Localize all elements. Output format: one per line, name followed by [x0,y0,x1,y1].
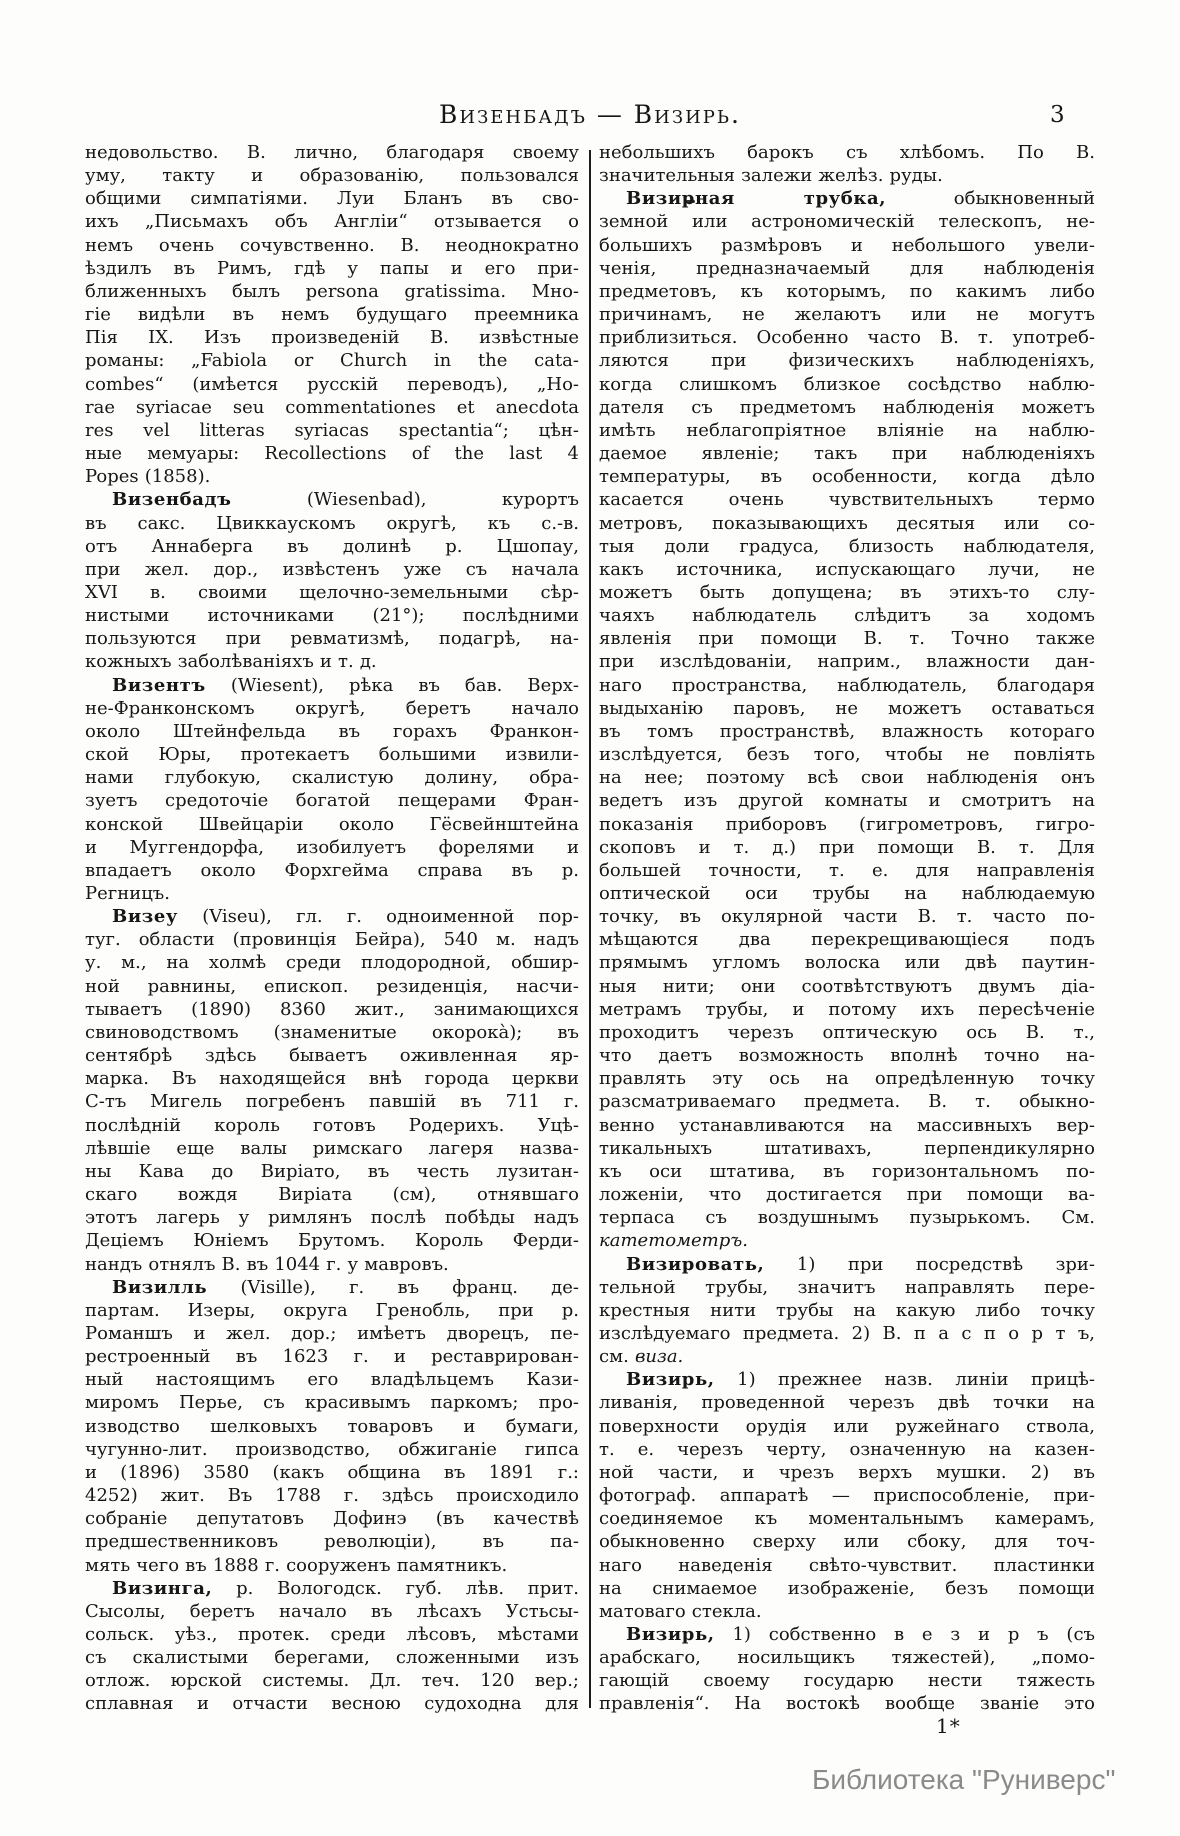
text-line: уму, такту и образованію, пользовался [85,165,579,187]
text-line: причинамъ, не желаютъ или не могутъ [599,304,1095,326]
text-line: касается очень чувствительныхъ термо [599,489,1095,511]
text-line [599,187,1095,210]
text-line: Деціемъ Юніемъ Брутомъ. Король Ферди- [85,1230,579,1252]
italic-reference: катетометръ. [599,1230,748,1252]
text-line: общими симпатіями. Луи Бланъ въ сво- [85,188,579,210]
text-line: лѣвшіе еще валы римскаго лагеря назва- [85,1137,579,1159]
text-line: рестроенный въ 1623 г. и реставрирован- [85,1346,579,1368]
text-line: большихъ размѣровъ и небольшого увели- [599,234,1095,256]
text-line: у. м., на холмѣ среди плодородной, обшир- [85,952,579,974]
text-line: наго наведенія свѣто-чувствит. пластинки [599,1554,1095,1576]
running-head-title: Визенбадъ — Визирь. [439,100,741,129]
text-line: когда слишкомъ близкое сосѣдство наблю- [599,373,1095,395]
text-line: гіе видѣли въ немъ будущаго преемника [85,304,579,326]
text-run: нандъ отнялъ В. въ 1044 г. у мавровъ. [85,1253,449,1275]
text-line: можетъ быть допущена; въ этихъ-то слу- [599,581,1095,603]
text-line [85,1577,579,1600]
text-line: скоповъ и т. д.) при помощи В. т. Для [599,836,1095,858]
text-line: ихъ „Письмахъ объ Англіи“ отзывается о [85,211,579,233]
text-run: мять чего въ 1888 г. сооруженъ памятникъ. [85,1554,508,1576]
text-run: (Wiesenbad), курортъ [231,489,579,511]
text-line: ченія, предназначаемый для наблюденія [599,257,1095,279]
text-line: на снимаемое изображеніе, безъ помощи [599,1577,1095,1599]
text-line: что даетъ возможность вполнѣ точно на- [599,1045,1095,1067]
text-line: Романшъ и жел. дор.; имѣетъ дворецъ, пе- [85,1322,579,1344]
text-line [599,164,1095,187]
text-line [599,1368,1095,1391]
text-line: ложеніи, что достигается при помощи ва- [599,1184,1095,1206]
text-line [599,1345,1095,1368]
text-run: (Wiesent), рѣка въ бав. Верх- [205,674,579,696]
text-run: Popes (1858). [85,466,211,488]
text-line: послѣдній король готовъ Родерихъ. Уцѣ- [85,1114,579,1136]
text-line: какъ источника, испускающаго лучи, не [599,558,1095,580]
text-line: крестныя нити трубы на какую либо точку [599,1299,1095,1321]
text-line: С-тъ Мигель погребенъ павшій въ 711 г. [85,1091,579,1113]
text-line: романы: „Fabiola or Church in the cata- [85,350,579,372]
entry-headword: Визирь, [626,1624,715,1645]
text-line: собраніе депутатовъ Дофинэ (въ качествѣ [85,1508,579,1530]
text-line: мѣщаются два перекрещивающіеся подъ [599,929,1095,951]
text-line: сплавная и отчасти весною судоходна для [85,1693,579,1715]
text-line: фотограф. аппаратѣ — приспособленіе, при- [599,1485,1095,1507]
text-line: 4252) жит. Въ 1788 г. здѣсь происходило [85,1485,579,1507]
text-line: ляются при физическихъ наблюденіяхъ, [599,350,1095,372]
text-run: Регницъ. [85,883,170,904]
text-line [85,905,579,928]
text-line: ные мемуары: Recollections of the last 4 [85,443,579,465]
text-line [599,1600,1095,1623]
text-run: (Visille), г. въ франц. де- [207,1276,579,1298]
entry-headword: Визирная трубка, [626,188,887,210]
text-run: кожныхъ заболѣваніяхъ и т. д. [85,651,377,673]
text-line: терпаса съ воздушнымъ пузырькомъ. См. [599,1207,1095,1229]
text-line: около Штейнфельда въ горахъ Франкон- [85,720,579,742]
text-line: т. е. черезъ черту, означенную на казен- [599,1438,1095,1460]
text-run: 1) собственно в е з и р ъ (съ [714,1624,1095,1645]
entry-headword: Визеу [112,906,179,928]
text-line [85,1276,579,1299]
text-line: прямымъ угломъ волоска или двѣ паутин- [599,952,1095,974]
text-line: combes“ (имѣется русскій переводъ), „Ho- [85,373,579,395]
text-line: даемое явленіе; такъ при наблюденіяхъ [599,443,1095,465]
text-line: скаго вождя Виріата (см), отнявшаго [85,1184,579,1206]
text-line: венно устанавливаются на массивныхъ вер- [599,1114,1095,1136]
text-line: тикальныхъ штативахъ, перпендикулярно [599,1137,1095,1159]
text-line: изводство шелковыхъ товаровъ и бумаги, [85,1415,579,1437]
text-line: ской Юры, протекаетъ большими извили- [85,744,579,766]
text-line: ближенныхъ былъ persona gratissima. Мно- [85,280,579,302]
text-line [85,465,579,488]
text-line: ведетъ изъ другой комнаты и смотритъ на [599,790,1095,812]
text-line: при изслѣдованіи, наприм., влажности дан- [599,651,1095,673]
text-line: ливанія, проведенной черезъ двѣ точки на [599,1392,1095,1414]
text-line: XVI в. своими щелочно-земельными сѣр- [85,581,579,603]
text-line: миромъ Перье, съ красивымъ паркомъ; про- [85,1392,579,1414]
text-line: изслѣдуется, безъ того, чтобы не повліять [599,744,1095,766]
text-line [599,1229,1095,1252]
text-line: отъ Аннаберга въ долинѣ р. Цшопау, [85,535,579,557]
text-line: отлож. юрской системы. Дл. теч. 120 вер.; [85,1670,579,1692]
text-line: при жел. дор., извѣстенъ уже съ начала [85,558,579,580]
text-line: rae syriacae seu commentationes et anecdota [85,396,579,418]
italic-reference: виза. [634,1346,684,1368]
text-line: предшественниковъ революціи), въ па- [85,1531,579,1553]
signature-mark: 1* [936,1714,961,1738]
text-line: къ оси штатива, въ горизонтальномъ по- [599,1160,1095,1182]
text-line: показанія приборовъ (гигрометровъ, гигро- [599,813,1095,835]
text-line: туг. области (провинція Бейра), 540 м. надъ [85,929,579,951]
text-line: правлять эту ось на опредѣленную точку [599,1068,1095,1090]
text-line: арабскаго, носильщикъ тяжестей), „помо- [599,1647,1095,1669]
text-run: (Viseu), гл. г. одноименной пор- [178,906,579,928]
text-line: немъ очень сочувственно. В. неоднократно [85,234,579,256]
text-line: приблизиться. Особенно часто В. т. употреб- [599,327,1095,349]
text-line: большей точности, т. е. для направленія [599,859,1095,881]
text-line: и (1896) 3580 (какъ община въ 1891 г.: [85,1461,579,1483]
text-line: ной части, и чрезъ верхъ мушки. 2) въ [599,1461,1095,1483]
text-line: и Муггендорфа, изобилуетъ форелями и [85,836,579,858]
text-line: Пія IX. Изъ произведеній В. извѣстные [85,327,579,349]
text-line: гающій своему государю нести тяжесть [599,1670,1095,1692]
text-line: проходитъ черезъ оптическую ось В. т., [599,1021,1095,1043]
text-line: чугунно-лит. производство, обжиганіе гипса [85,1438,579,1460]
text-line: наго пространства, наблюдатель, благодаря [599,674,1095,696]
text-line: метровъ, показывающихъ десятыя или со- [599,512,1095,534]
text-line: изслѣдуемаго предмета. 2) В. п а с п о р т ъ, [599,1322,1095,1344]
text-line: въ сакс. Цвиккаускомъ округѣ, къ с.-в. [85,512,579,534]
page-number: 3 [1050,102,1065,128]
text-line [599,1253,1095,1276]
left-text-column [85,141,579,1716]
text-line: тываетъ (1890) 8360 жит., занимающихся [85,998,579,1020]
text-line: разсматриваемаго предмета. В. т. обыкно- [599,1091,1095,1113]
text-run: 1) при посредствѣ зри- [764,1253,1095,1275]
text-run: матоваго стекла. [599,1600,762,1622]
text-line: обыкновенно сверху или сбоку, для точ- [599,1531,1095,1553]
text-line: партам. Изеры, округа Гренобль, при р. [85,1299,579,1321]
text-line: ны Кава до Виріато, въ честь лузитан- [85,1160,579,1182]
text-line: не-Франконскомъ округѣ, беретъ начало [85,697,579,719]
text-line [85,1554,579,1577]
text-line: тыя доли градуса, близость наблюдателя, [599,535,1095,557]
text-line: свиноводствомъ (знаменитые окорокà); въ [85,1021,579,1043]
text-run: 1) прежнее назв. линіи прицѣ- [714,1369,1095,1391]
text-line: соединяемое къ моментальнымъ камерамъ, [599,1508,1095,1530]
right-text-column [599,141,1095,1716]
text-line [85,488,579,511]
text-line: нами глубокую, скалистую долину, обра- [85,767,579,789]
text-line: правленія“. На востокѣ вообще званіе это [599,1693,1095,1715]
text-line: марка. Въ находящейся внѣ города церкви [85,1068,579,1090]
text-line [85,650,579,673]
text-line: земной или астрономическій телескопъ, не- [599,211,1095,233]
text-run: р. Вологодск. губ. лѣв. прит. [212,1577,579,1599]
text-line [85,674,579,697]
text-line: въ томъ пространствѣ, влажность котораго [599,720,1095,742]
text-line [85,882,579,905]
text-run: значительныя залежи желѣз. руды. [599,165,943,187]
text-line: чаяхъ наблюдатель слѣдитъ за ходомъ [599,605,1095,627]
library-watermark: Библиотека "Руниверс" [812,1764,1116,1795]
text-line: съ скалистыми берегами, сложенными изъ [85,1647,579,1669]
text-line: поверхности орудія или ружейнаго ствола, [599,1415,1095,1437]
text-line: ной равнины, епископ. резиденція, насчи- [85,975,579,997]
text-line: на нее; поэтому всѣ свои наблюденія онъ [599,767,1095,789]
text-line: ѣздилъ въ Римъ, гдѣ у папы и его при- [85,257,579,279]
text-line [599,1623,1095,1646]
entry-headword: Визентъ [112,674,206,696]
text-line: явленія при помощи В. т. Точно также [599,628,1095,650]
text-line: имѣть неблагопріятное вліяніе на наблю- [599,419,1095,441]
text-line: впадаетъ около Форхгейма справа въ р. [85,859,579,881]
text-run: см. [599,1346,635,1368]
text-line: небольшихъ барокъ съ хлѣбомъ. По В. [599,142,1095,163]
text-line: res vel litteras syriacas spectantia“; цѣн- [85,419,579,441]
text-line: нистыми источниками (21°); послѣдними [85,605,579,627]
text-line: тельной трубы, значитъ направлять пере- [599,1276,1095,1298]
entry-headword: Визирь, [626,1369,715,1391]
text-line: этотъ лагерь у римлянъ послѣ побѣды надъ [85,1207,579,1229]
text-line: температуры, въ особенности, когда дѣло [599,466,1095,488]
entry-headword: Визилль [112,1276,208,1298]
text-line: недовольство. В. лично, благодаря своему [85,142,579,163]
entry-headword: Визинга, [112,1577,213,1599]
text-line: сентябрѣ здѣсь бываетъ оживленная яр- [85,1045,579,1067]
entry-headword: Визировать, [626,1253,765,1275]
text-line: выдыханію паровъ, не можетъ оставаться [599,697,1095,719]
entry-headword: Визенбадъ [112,489,232,511]
text-line: зуетъ средоточіе богатой пещерами Фран- [85,790,579,812]
text-line: пользуются при ревматизмѣ, подагрѣ, на- [85,628,579,650]
column-divider-rule [589,150,591,1708]
text-line: точку, въ окулярной части В. т. часто по- [599,906,1095,928]
text-line: метрамъ трубы, и потому ихъ пересѣченіе [599,998,1095,1020]
text-line: ныя нити; они соотвѣтствуютъ двумъ діа- [599,975,1095,997]
text-line: Сысолы, беретъ начало въ лѣсахъ Устьсы- [85,1600,579,1622]
text-line: предметовъ, къ которымъ, по какимъ либо [599,280,1095,302]
text-run: обыкновенный [886,188,1095,210]
text-line: сольск. уѣз., протек. среди лѣсовъ, мѣстами [85,1624,579,1645]
text-line: конской Швейцаріи около Гёсвейнштейна [85,813,579,835]
text-line: ный настоящимъ его владѣльцемъ Кази- [85,1369,579,1391]
text-line [85,1253,579,1276]
text-line: оптической оси трубы на наблюдаемую [599,883,1095,904]
text-line: дателя съ предметомъ наблюденія можетъ [599,396,1095,418]
